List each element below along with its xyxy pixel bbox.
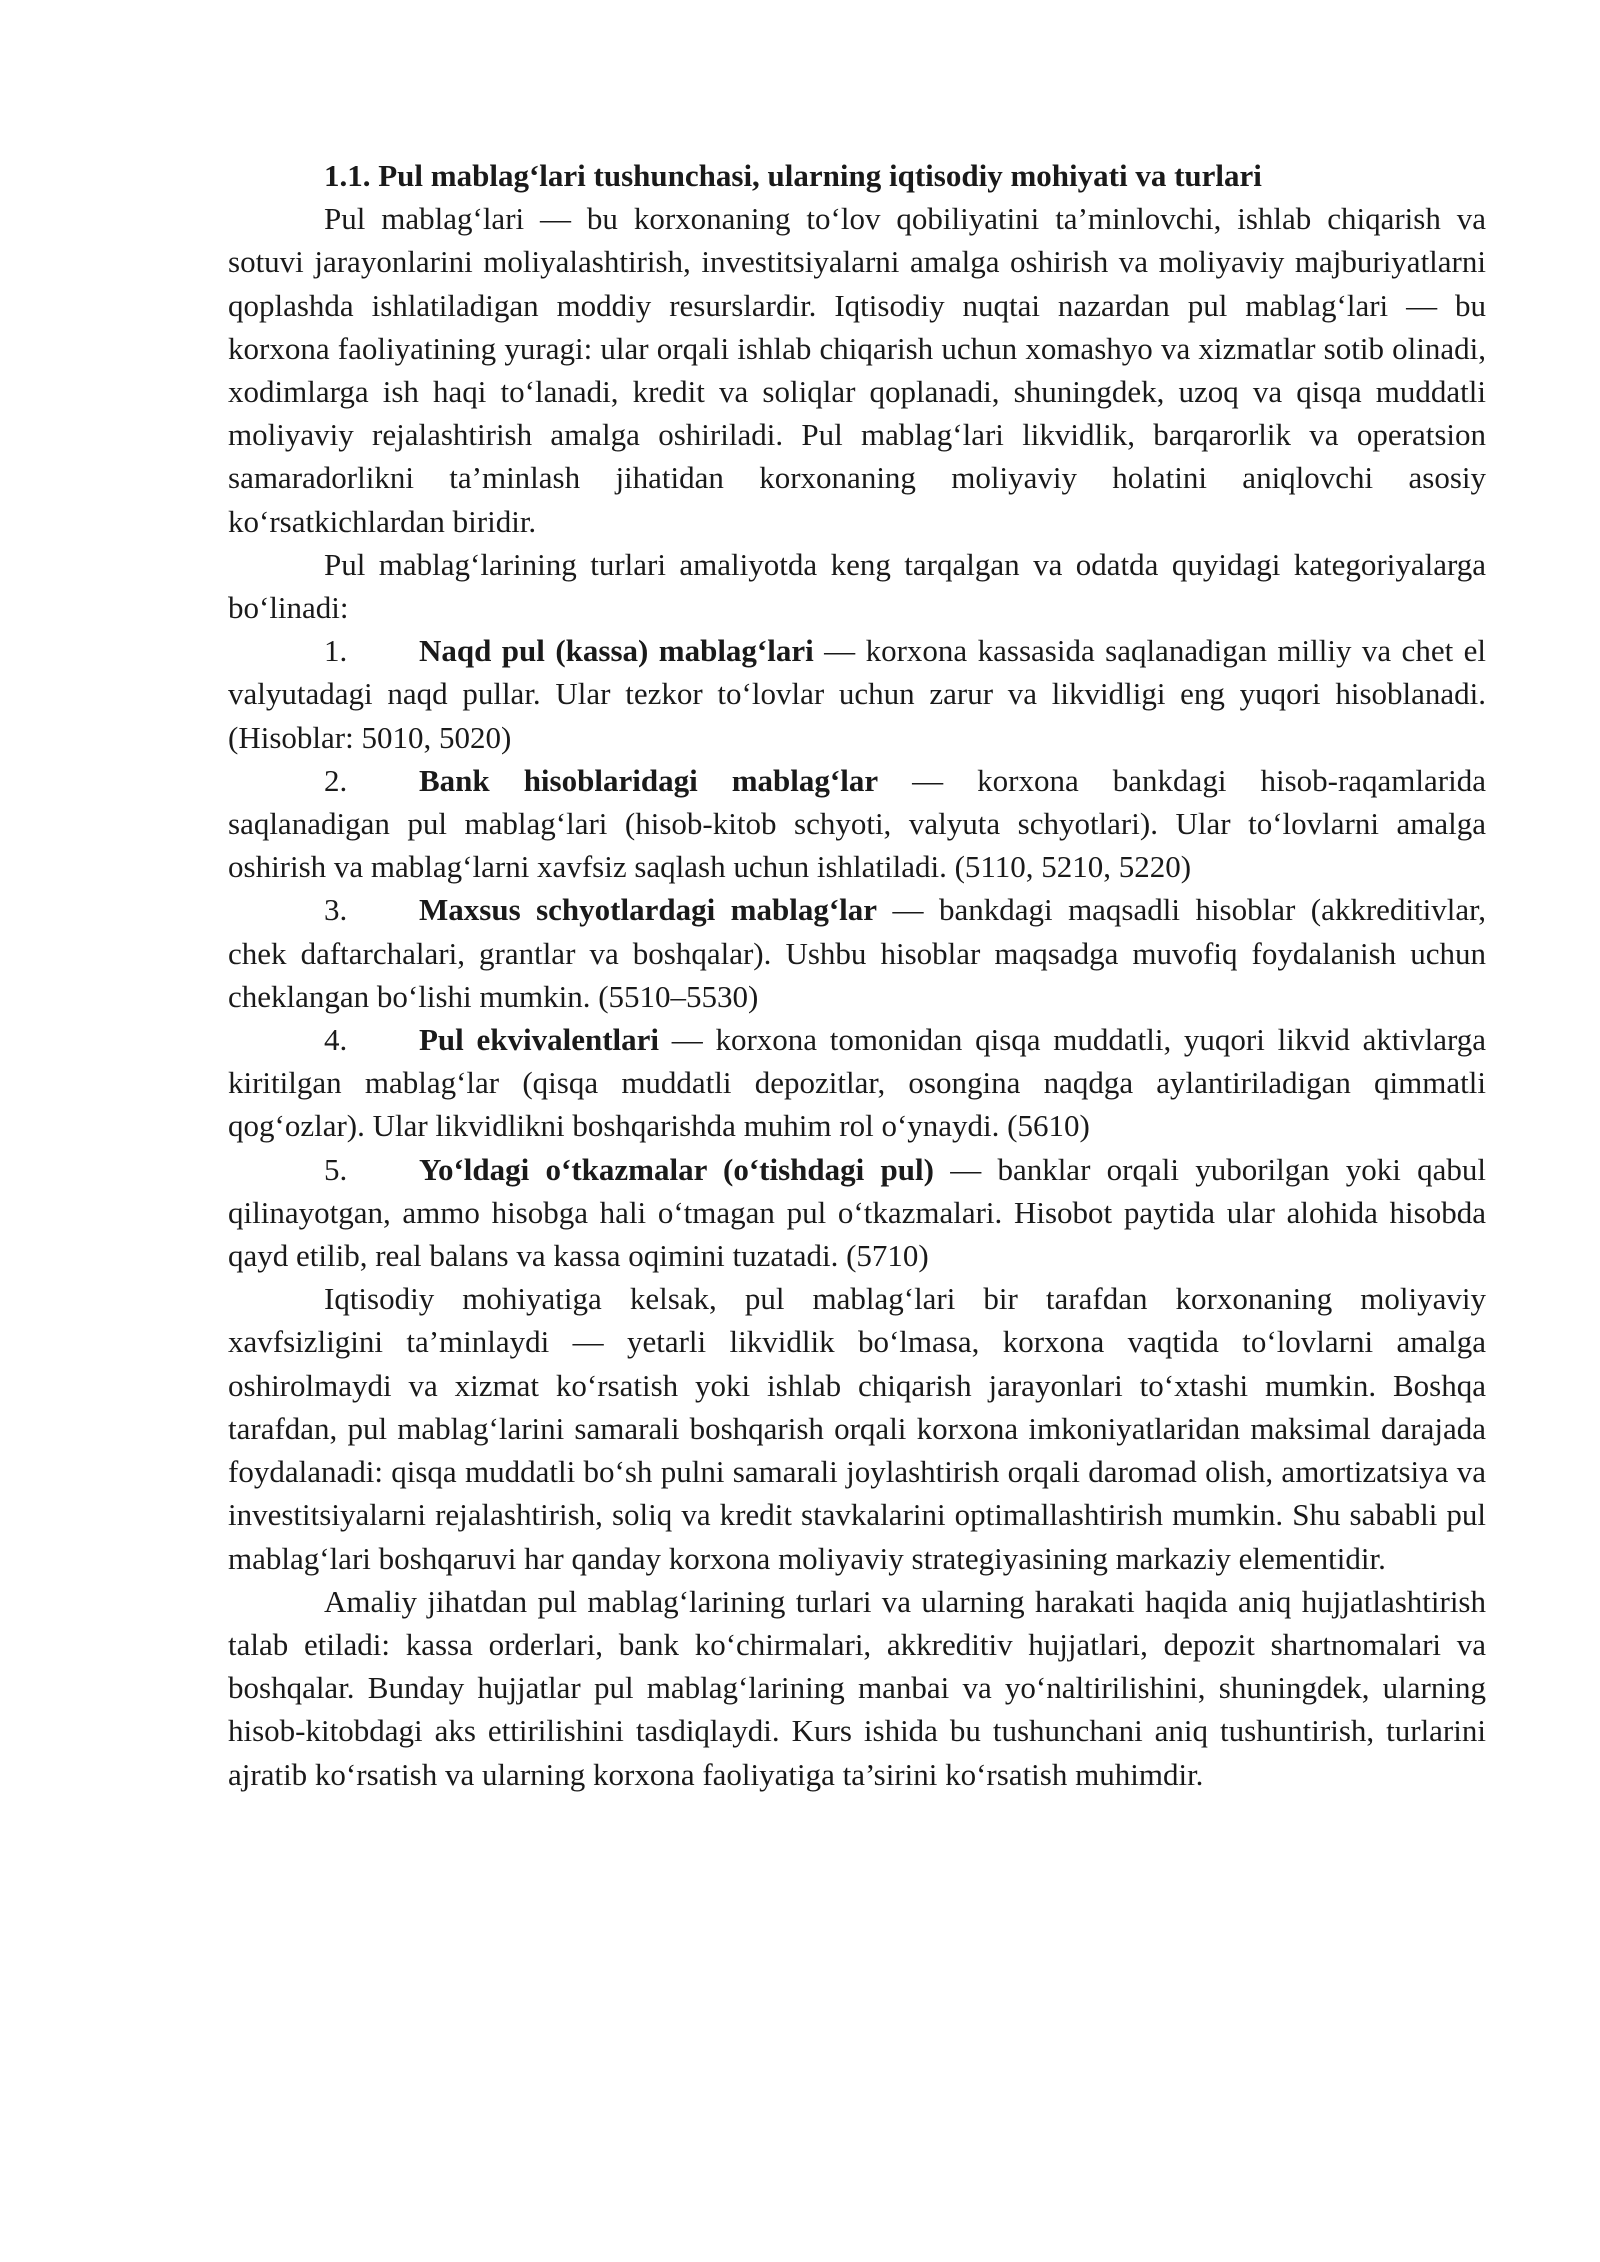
type-item-term: Pul ekvivalentlari: [419, 1022, 660, 1058]
essence-paragraph: Iqtisodiy mohiyatiga kelsak, pul mablag‘lari bir tarafdan korxonaning moliyaviy xavfsizligini ta’minlaydi — yetarli likvidlik bo‘lmasa, korxona vaqtida to‘lovlarni amalga oshirolmaydi va xizmat ko‘rsatish yoki ishlab chiqarish jarayonlari to‘xtashi mumkin. Boshqa tarafdan, pul mablag‘larini samarali boshqarish orqali korxona imkoniyatlaridan maksimal darajada foydalanadi: qisqa muddatli bo‘sh pulni samarali joylashtirish orqali daromad olish, amortizatsiya va investitsiyalarni rejalashtirish, soliq va kredit stavkalarini optimallashtirish mumkin. Shu sababli pul mablag‘lari boshqaruvi har qanday korxona moliyaviy strategiyasining markaziy elementidir.: [228, 1281, 1486, 1576]
type-item-description: — bankdagi maqsadli hisoblar (akkreditivlar, chek daftarchalari, grantlar va boshqalar). Ushbu hisoblar maqsadga muvofiq foydalanish uchun cheklangan bo‘lishi mumkin. (5510–5530): [228, 892, 1486, 1014]
intro-paragraph: Pul mablag‘lari — bu korxonaning to‘lov qobiliyatini ta’minlovchi, ishlab chiqarish va sotuvi jarayonlarini moliyalashtirish, investitsiyalarni amalga oshirish va moliyaviy majburiyatlarni qoplashda ishlatiladigan moddiy resurslardir. Iqtisodiy nuqtai nazardan pul mablag‘lari — bu korxona faoliyatining yuragi: ular orqali ishlab chiqarish uchun xomashyo va xizmatlar sotib olinadi, xodimlarga ish haqi to‘lanadi, kredit va soliqlar qoplanadi, shuningdek, uzoq va qisqa muddatli moliyaviy rejalashtirish amalga oshiriladi. Pul mablag‘lari likvidlik, barqarorlik va operatsion samaradorlikni ta’minlash jihatidan korxonaning moliyaviy holatini aniqlovchi asosiy ko‘rsatkichlardan biridir.: [228, 201, 1486, 539]
type-item-term: Maxsus schyotlardagi mablag‘lar: [419, 892, 878, 928]
type-item-description: — korxona kassasida saqlanadigan milliy va chet el valyutadagi naqd pullar. Ular tezkor to‘lovlar uchun zarur va likvidligi eng yuqori hisoblanadi. (Hisoblar: 5010, 5020): [228, 633, 1486, 755]
type-item-description: — korxona bankdagi hisob-raqamlarida saqlanadigan pul mablag‘lari (hisob-kitob schyoti, valyuta schyotlari). Ular to‘lovlarni amalga oshirish va mablag‘larni xavfsiz saqlash uchun ishlatiladi. (5110, 5210, 5220): [228, 762, 1486, 885]
type-item-cash-equivalents: [228, 1018, 1486, 1148]
type-item-description: — korxona tomonidan qisqa muddatli, yuqori likvid aktivlarga kiritilgan mablag‘lar (qisqa muddatli depozitlar, osongina naqdga aylantiriladigan qimmatli qog‘ozlar). Ular likvidlikni boshqarishda muhim rol o‘ynaydi. (5610): [228, 1022, 1486, 1144]
type-item-number: 4.: [324, 1022, 348, 1058]
type-item-term: Yo‘ldagi o‘tkazmalar (o‘tishdagi pul): [419, 1151, 934, 1187]
type-item-transfers-in-transit: [228, 1148, 1486, 1278]
document-page: [228, 154, 1486, 1796]
type-item-number: 2.: [324, 762, 348, 798]
type-item-bank-accounts: [228, 759, 1486, 889]
type-item-special-accounts: [228, 888, 1486, 1018]
type-item-number: 5.: [324, 1151, 348, 1187]
type-item-term: Bank hisoblaridagi mablag‘lar: [419, 762, 879, 798]
type-item-number: 3.: [324, 892, 348, 928]
type-item-description: — banklar orqali yuborilgan yoki qabul qilinayotgan, ammo hisobga hali o‘tmagan pul o‘tkazmalari. Hisobot paytida ular alohida hisobda qayd etilib, real balans va kassa oqimini tuzatadi. (5710): [228, 1151, 1486, 1274]
section-title: 1.1. Pul mablag‘lari tushunchasi, ularning iqtisodiy mohiyati va turlari: [324, 158, 1262, 193]
type-item-number: 1.: [324, 633, 348, 669]
practical-paragraph: Amaliy jihatdan pul mablag‘larining turlari va ularning harakati haqida aniq hujjatlashtirish talab etiladi: kassa orderlari, bank ko‘chirmalari, akkreditiv hujjatlari, depozit shartnomalari va boshqalar. Bunday hujjatlar pul mablag‘larining manbai va yo‘naltirilishini, shuningdek, ularning hisob-kitobdagi aks ettirilishini tasdiqlaydi. Kurs ishida bu tushunchani aniq tushuntirish, turlarini ajratib ko‘rsatish va ularning korxona faoliyatiga ta’sirini ko‘rsatish muhimdir.: [228, 1583, 1486, 1792]
types-intro-paragraph: Pul mablag‘larining turlari amaliyotda keng tarqalgan va odatda quyidagi kategoriyalarga bo‘linadi:: [228, 546, 1486, 626]
type-item-term: Naqd pul (kassa) mablag‘lari: [419, 633, 814, 669]
type-item-cash: [228, 629, 1486, 759]
